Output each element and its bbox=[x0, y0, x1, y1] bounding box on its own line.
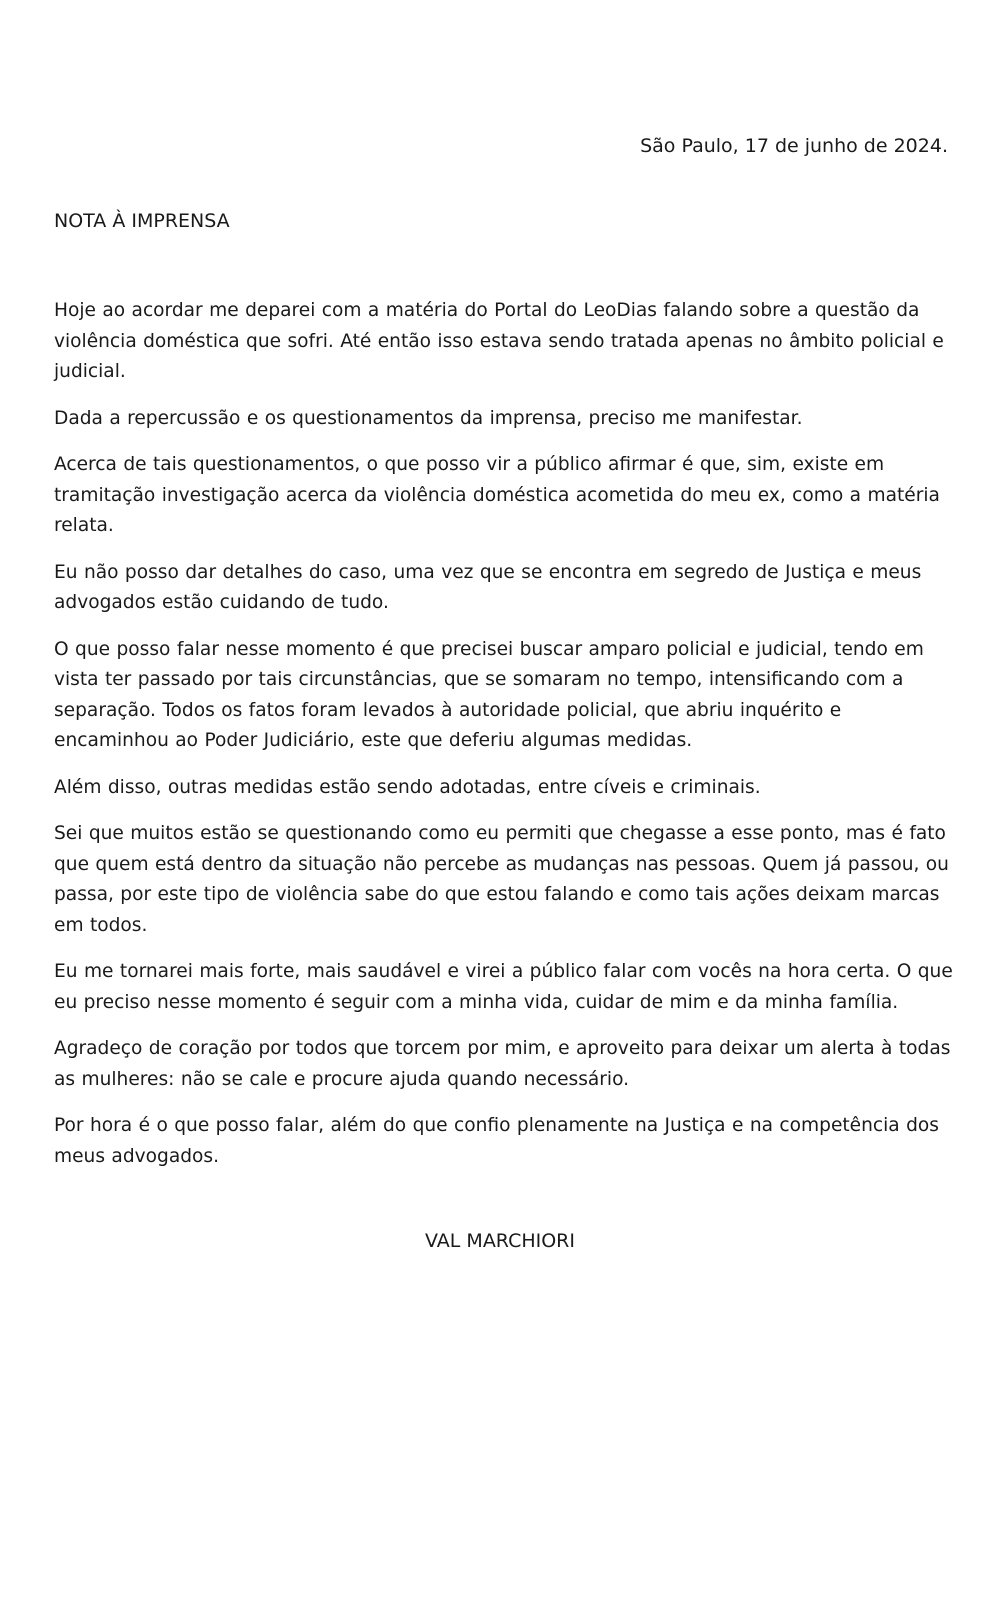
paragraph: Acerca de tais questionamentos, o que posso vir a público afirmar é que, sim, existe em tramitação investigação acerca da violência doméstica acometida do meu ex, como a matéria relata. bbox=[54, 454, 940, 536]
paragraph: Sei que muitos estão se questionando como eu permiti que chegasse a esse ponto, mas é fato que quem está dentro da situação não percebe as mudanças nas pessoas. Quem já passou, ou passa, por este tipo de violência sabe do que estou falando e como tais ações deixam marcas em todos. bbox=[54, 823, 949, 936]
paragraph: O que posso falar nesse momento é que precisei buscar amparo policial e judicial, tendo em vista ter passado por tais circunstâncias, que se somaram no tempo, intensificando com a separação. Todos os fatos foram levados à autoridade policial, que abriu inquérito e encaminhou ao Poder Judiciário, este que deferiu algumas medidas. bbox=[54, 638, 924, 751]
paragraph: Eu me tornarei mais forte, mais saudável e virei a público falar com vocês na hora certa. O que eu preciso nesse momento é seguir com a minha vida, cuidar de mim e da minha família. bbox=[54, 961, 953, 1013]
paragraph: Hoje ao acordar me deparei com a matéria do Portal do LeoDias falando sobre a questão da violência doméstica que sofri. Até então isso estava sendo tratada apenas no âmbito policial e judicial. bbox=[54, 300, 944, 382]
paragraph: Dada a repercussão e os questionamentos da imprensa, preciso me manifestar. bbox=[54, 407, 803, 429]
letter-body bbox=[54, 296, 959, 1188]
paragraph: Por hora é o que posso falar, além do que confio plenamente na Justiça e na competência dos meus advogados. bbox=[54, 1115, 939, 1167]
letter-heading: NOTA À IMPRENSA bbox=[54, 210, 230, 232]
letter-date: São Paulo, 17 de junho de 2024. bbox=[640, 135, 948, 157]
letter-signature: VAL MARCHIORI bbox=[425, 1230, 575, 1252]
paragraph: Além disso, outras medidas estão sendo adotadas, entre cíveis e criminais. bbox=[54, 776, 761, 798]
paragraph: Eu não posso dar detalhes do caso, uma vez que se encontra em segredo de Justiça e meus advogados estão cuidando de tudo. bbox=[54, 561, 922, 613]
paragraph: Agradeço de coração por todos que torcem por mim, e aproveito para deixar um alerta à todas as mulheres: não se cale e procure ajuda quando necessário. bbox=[54, 1038, 951, 1090]
